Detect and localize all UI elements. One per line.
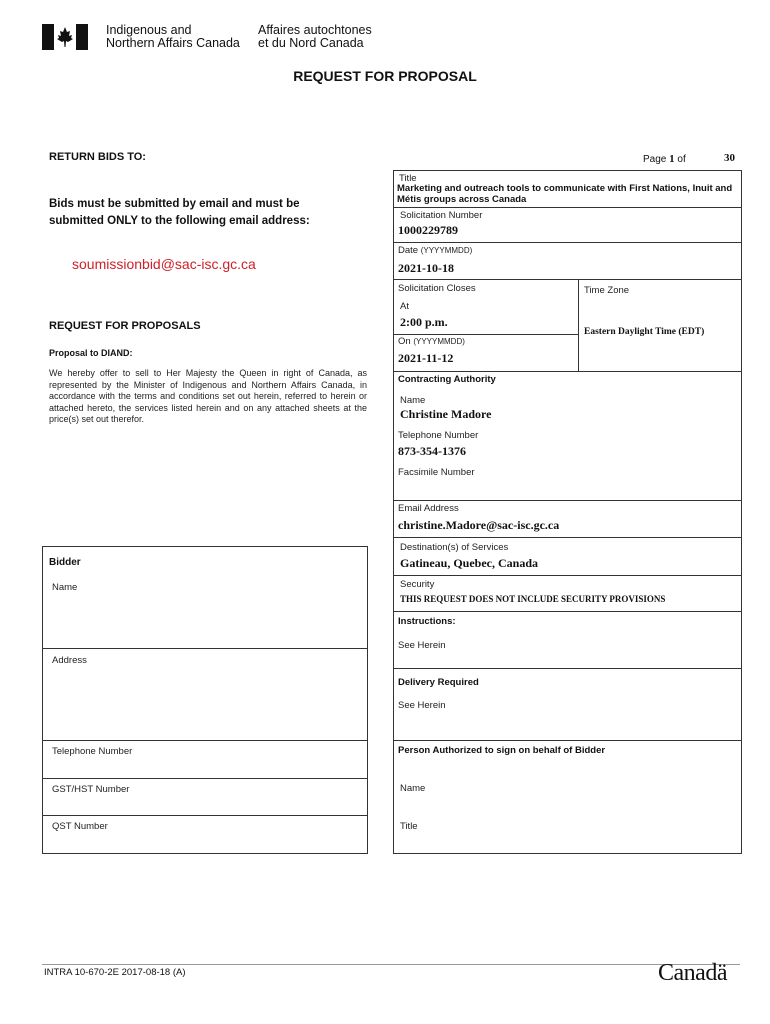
form-code: INTRA 10-670-2E 2017-08-18 (A) [44, 967, 186, 978]
instructions-label: Instructions: [398, 616, 456, 627]
date-label [398, 245, 472, 256]
authorized-person-label: Person Authorized to sign on behalf of Bidder [398, 745, 606, 756]
on-label-text: On [398, 336, 411, 347]
bidder-address-label: Address [52, 655, 87, 666]
title-value: Marketing and outreach tools to communicate with First Nations, Inuit and Métis groups across Canada [397, 183, 733, 205]
authority-phone-value: 873-354-1376 [398, 444, 466, 458]
department-name-fr [258, 24, 372, 50]
bidder-heading: Bidder [49, 557, 81, 568]
authority-email-value[interactable]: christine.Madore@sac-isc.gc.ca [398, 518, 560, 532]
submission-instructions [49, 196, 369, 230]
authorized-title-label: Title [400, 821, 418, 832]
authority-fax-label: Facsimile Number [398, 467, 475, 478]
time-zone-label: Time Zone [584, 285, 630, 296]
instructions-value: See Herein [398, 640, 446, 651]
closing-date-value: 2021-11-12 [398, 351, 454, 365]
canada-flag-icon [42, 24, 88, 50]
rfp-heading: REQUEST FOR PROPOSALS [49, 320, 201, 332]
security-label: Security [400, 579, 435, 590]
document-title: REQUEST FOR PROPOSAL [293, 68, 477, 84]
authority-name-value: Christine Madore [400, 407, 492, 421]
date-format: (YYYYMMDD) [420, 246, 473, 255]
dept-en-line2: Northern Affairs Canada [106, 36, 240, 50]
dept-fr-line1: Affaires autochtones [258, 23, 372, 37]
date-label-text: Date [398, 245, 419, 256]
dept-en-line1: Indigenous and [106, 23, 192, 37]
bidder-name-label: Name [52, 582, 78, 593]
page-total: 30 [724, 152, 735, 164]
solicitation-number-label: Solicitation Number [400, 210, 483, 221]
on-format: (YYYYMMDD) [413, 337, 465, 346]
delivery-label: Delivery Required [398, 677, 479, 688]
contracting-authority-heading: Contracting Authority [398, 374, 496, 385]
authority-name-label: Name [400, 395, 426, 406]
bidder-box [42, 546, 368, 854]
authority-phone-label: Telephone Number [398, 430, 479, 441]
instruction-line2: submitted ONLY to the following email address: [49, 215, 310, 227]
dept-fr-line2: et du Nord Canada [258, 36, 364, 50]
bid-email-link[interactable]: soumissionbid@sac-isc.gc.ca [72, 256, 256, 272]
department-name-en [106, 24, 240, 50]
bidder-gst-label: GST/HST Number [52, 784, 130, 795]
delivery-value: See Herein [398, 700, 446, 711]
solicitation-closes-label: Solicitation Closes [398, 283, 476, 294]
authorized-name-label: Name [400, 783, 426, 794]
bidder-phone-label: Telephone Number [52, 746, 133, 757]
bidder-qst-label: QST Number [52, 821, 108, 832]
page-label: Page [643, 154, 667, 165]
solicitation-number-value: 1000229789 [398, 223, 458, 237]
offer-paragraph: We hereby offer to sell to Her Majesty the Queen in right of Canada, as represented by the Minister of Indigenous and Northern Affairs Canada, in accordance with the terms and conditions set out herein, referred to herein or attached hereto, the services listed herein and on any attached sheets at the price(s) set out therefor. [49, 368, 367, 424]
time-zone-value: Eastern Daylight Time (EDT) [584, 327, 705, 337]
page-indicator [643, 153, 686, 165]
title-label: Title [399, 173, 417, 184]
page-current: 1 [669, 153, 675, 165]
destination-label: Destination(s) of Services [400, 542, 509, 553]
at-label: At [400, 301, 409, 312]
security-value: THIS REQUEST DOES NOT INCLUDE SECURITY PROVISIONS [400, 594, 666, 604]
proposal-to-label: Proposal to DIAND: [49, 348, 133, 358]
page-of: of [677, 154, 686, 165]
canada-wordmark: Canadä [658, 960, 727, 986]
authority-email-label: Email Address [398, 503, 459, 514]
instruction-line1: Bids must be submitted by email and must be [49, 198, 300, 210]
return-bids-label: RETURN BIDS TO: [49, 151, 146, 163]
closing-time-value: 2:00 p.m. [400, 315, 448, 329]
destination-value: Gatineau, Quebec, Canada [400, 556, 539, 570]
on-label [398, 336, 465, 347]
date-value: 2021-10-18 [398, 261, 454, 275]
